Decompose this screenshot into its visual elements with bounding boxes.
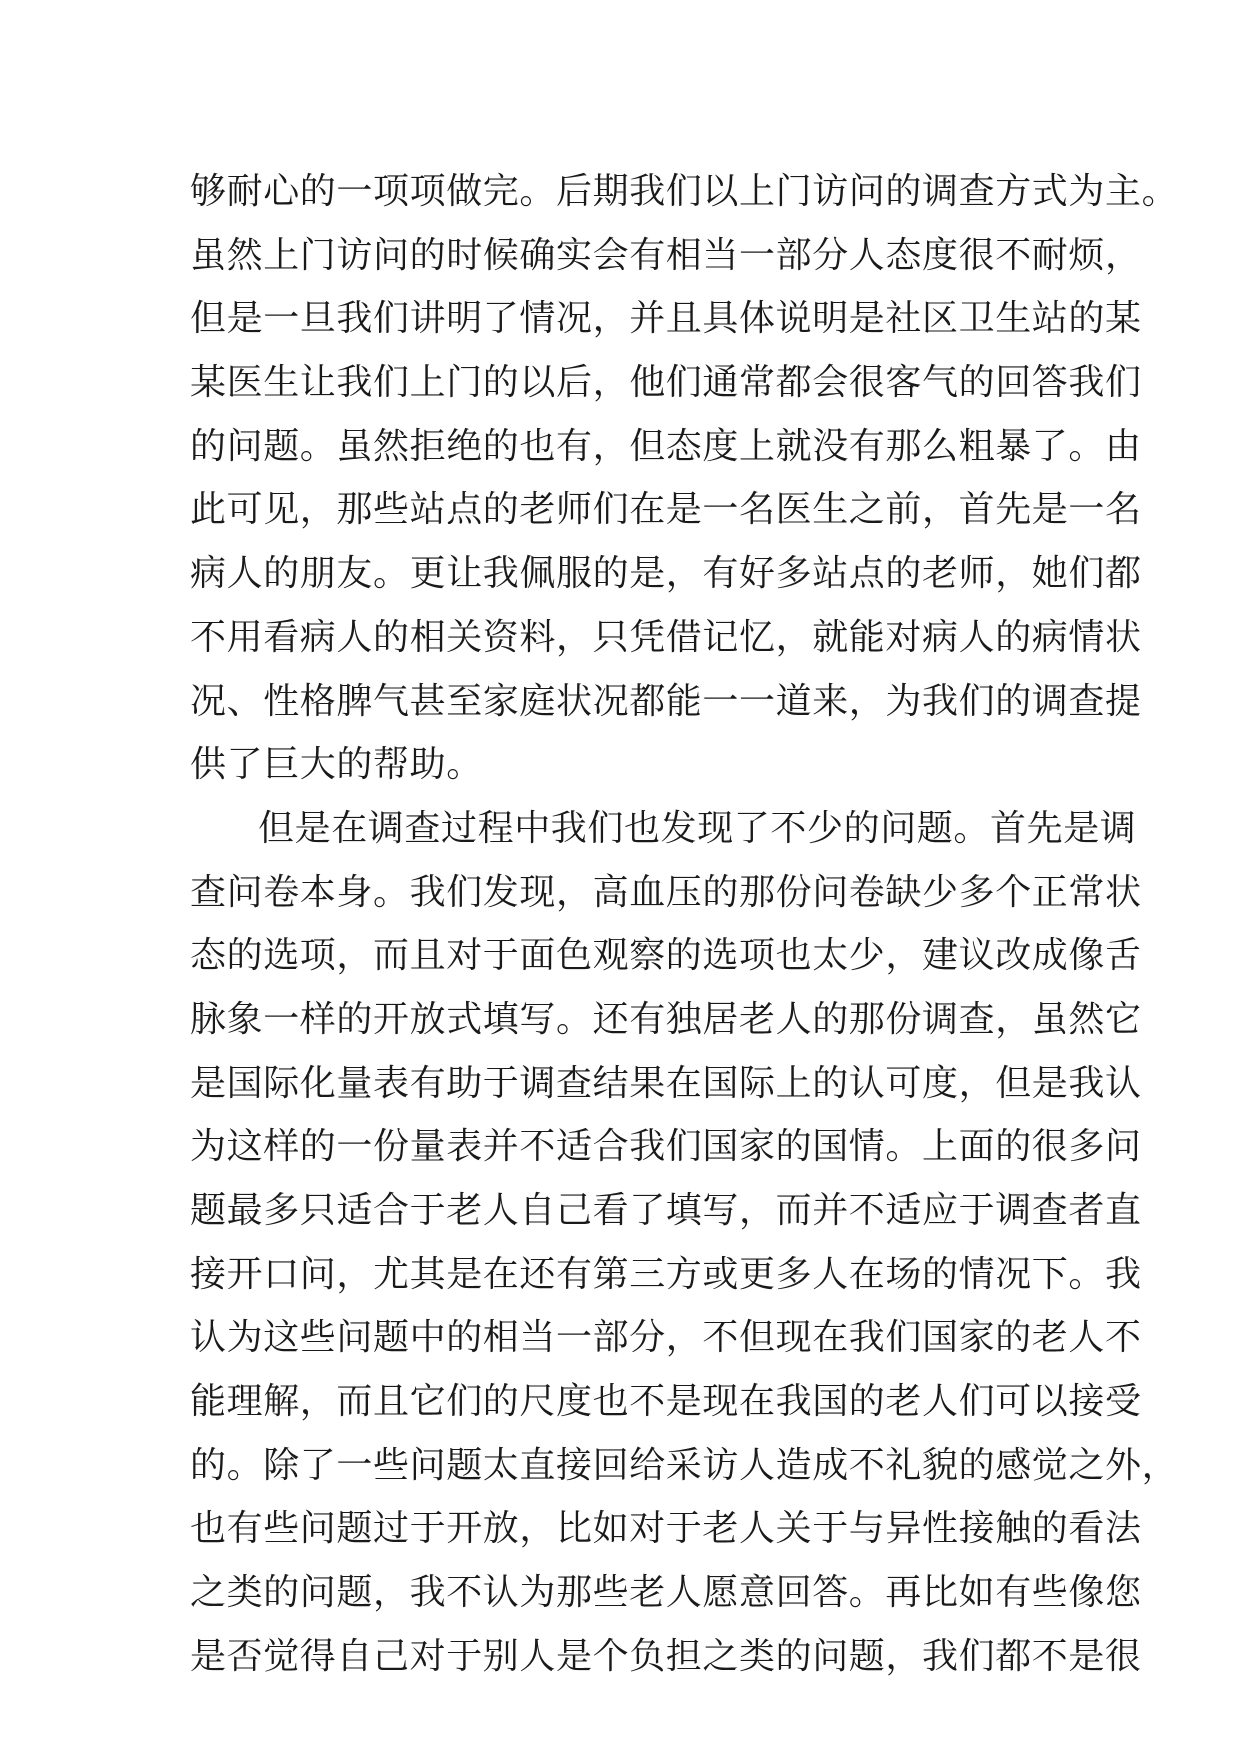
text-line: 能理解，而且它们的尺度也不是现在我国的老人们可以接受 xyxy=(190,1381,1142,1423)
text-line: 的问题。虽然拒绝的也有，但态度上就没有那么粗暴了。由 xyxy=(190,425,1142,467)
text-line: 认为这些问题中的相当一部分，不但现在我们国家的老人不 xyxy=(190,1317,1142,1359)
text-line: 也有些问题过于开放，比如对于老人关于与异性接触的看法 xyxy=(190,1508,1142,1550)
text-line: 题最多只适合于老人自己看了填写，而并不适应于调查者直 xyxy=(190,1190,1142,1231)
text-line: 之类的问题，我不认为那些老人愿意回答。再比如有些像您 xyxy=(190,1572,1142,1614)
text-line: 不用看病人的相关资料，只凭借记忆，就能对病人的病情状 xyxy=(190,616,1142,658)
text-line: 此可见，那些站点的老师们在是一名医生之前，首先是一名 xyxy=(190,489,1142,531)
text-line: 为这样的一份量表并不适合我们国家的国情。上面的很多问 xyxy=(190,1126,1142,1168)
text-line: 供了巨大的帮助。 xyxy=(190,744,483,786)
text-line: 况、性格脾气甚至家庭状况都能一一道来，为我们的调查提 xyxy=(190,680,1142,722)
text-line: 病人的朋友。更让我佩服的是，有好多站点的老师，她们都 xyxy=(190,553,1142,595)
text-line: 是否觉得自己对于别人是个负担之类的问题，我们都不是很 xyxy=(190,1635,1142,1677)
text-line: 某医生让我们上门的以后，他们通常都会很客气的回答我们 xyxy=(190,362,1142,404)
text-line: 够耐心的一项项做完。后期我们以上门访问的调查方式为主。 xyxy=(190,171,1179,212)
text-line: 是国际化量表有助于调查结果在国际上的认可度，但是我认 xyxy=(190,1062,1142,1104)
body-text xyxy=(190,160,1179,1689)
paragraph-start-line: 但是在调查过程中我们也发现了不少的问题。首先是调 xyxy=(258,807,1137,849)
text-line: 查问卷本身。我们发现，高血压的那份问卷缺少多个正常状 xyxy=(190,871,1142,913)
text-line: 的。除了一些问题太直接回给采访人造成不礼貌的感觉之外， xyxy=(190,1444,1179,1486)
text-line: 接开口问，尤其是在还有第三方或更多人在场的情况下。我 xyxy=(190,1253,1142,1295)
text-line: 虽然上门访问的时候确实会有相当一部分人态度很不耐烦， xyxy=(190,234,1142,276)
text-line: 但是一旦我们讲明了情况，并且具体说明是社区卫生站的某 xyxy=(190,298,1142,340)
text-line: 态的选项，而且对于面色观察的选项也太少，建议改成像舌 xyxy=(190,935,1142,977)
text-line: 脉象一样的开放式填写。还有独居老人的那份调查，虽然它 xyxy=(190,998,1142,1040)
